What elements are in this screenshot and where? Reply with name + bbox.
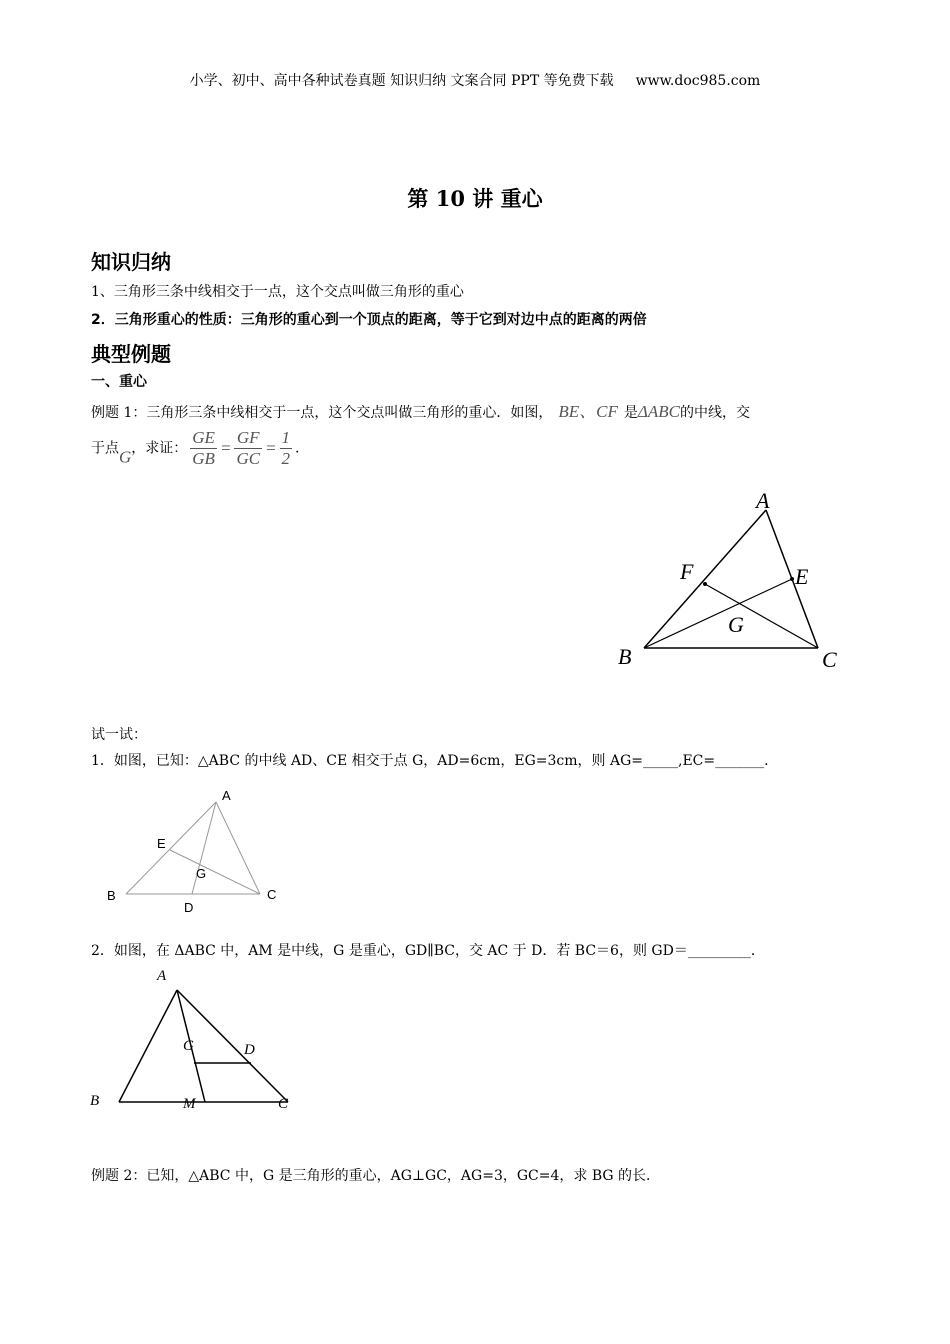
fig3-label-c: C <box>278 1096 289 1112</box>
header-site[interactable]: www.doc985.com <box>635 73 761 89</box>
fig1-point-e <box>790 577 794 581</box>
frac2-den: GC <box>236 449 261 468</box>
ex1-fraction-ge-gb <box>190 428 217 469</box>
fig3-label-m: M <box>183 1096 196 1112</box>
fig3-side-ab <box>119 990 177 1102</box>
fig2-label-c: C <box>267 887 277 902</box>
fig2-label-g: G <box>196 866 207 881</box>
fig1-label-c: C <box>822 647 837 672</box>
frac3-num: 1 <box>281 428 291 447</box>
ex1-equals-1: = <box>219 438 232 458</box>
ex1-end: . <box>295 440 300 457</box>
figure-3-triangle <box>86 962 306 1122</box>
ex1-fraction-gf-gc <box>234 428 262 469</box>
ex1-text-e: ，求证： <box>131 440 188 457</box>
ex1-text-c: 的中线，交 <box>679 405 750 421</box>
ex1-equals-2: = <box>265 438 277 458</box>
fig1-label-b: B <box>618 644 632 669</box>
fig1-median-be <box>644 579 792 648</box>
page-title: 第 10 讲 重心 <box>407 186 543 211</box>
fig2-median-ce <box>170 850 260 894</box>
knowledge-item-1: 1、三角形三条中线相交于一点，这个交点叫做三角形的重心 <box>91 284 464 300</box>
fig3-label-d: D <box>244 1042 255 1058</box>
knowledge-item-2: 2．三角形重心的性质：三角形的重心到一个顶点的距离，等于它到对边中点的距离的两倍 <box>91 312 647 328</box>
ex1-point-g: G <box>119 447 132 467</box>
examples-heading: 典型例题 <box>91 342 171 366</box>
ex1-math-medians: BE、CF <box>558 402 618 421</box>
frac3-den: 2 <box>281 449 291 468</box>
fig2-label-d: D <box>184 900 194 915</box>
frac2-num: GF <box>234 428 262 449</box>
ex1-text-b: 是 <box>623 405 638 421</box>
example-2: 例题 2：已知，△ABC 中，G 是三角形的重心，AG⊥GC，AG=3，GC=4，求 BG 的长． <box>91 1168 661 1184</box>
fig3-label-a: A <box>157 968 167 984</box>
figure-2-triangle <box>96 782 296 922</box>
header-text: 小学、初中、高中各种试卷真题 知识归纳 文案合同 PPT 等免费下载 <box>189 73 614 89</box>
fig1-label-f: F <box>680 559 694 584</box>
fig3-label-g: G <box>183 1038 194 1054</box>
try-label: 试一试： <box>91 727 147 743</box>
example-1-line-2 <box>91 428 300 469</box>
fig1-side-ab <box>644 510 766 648</box>
ex1-math-triangle: ΔABC <box>637 402 680 421</box>
example-1-line-1 <box>91 397 750 422</box>
page-header <box>0 70 950 90</box>
ex1-text-a: 例题 1：三角形三条中线相交于一点，这个交点叫做三角形的重心．如图， <box>91 405 553 421</box>
examples-subheading: 一、重心 <box>91 374 147 390</box>
fig1-label-e: E <box>795 564 809 589</box>
fig2-label-a: A <box>222 788 231 803</box>
fig2-label-e: E <box>157 836 166 851</box>
ex1-fraction-half <box>280 428 293 469</box>
ex1-text-d: 于点 <box>91 440 119 457</box>
fig1-label-g: G <box>728 612 744 637</box>
fig1-point-f <box>703 582 707 586</box>
figure-1-triangle <box>600 480 870 680</box>
fig2-side-ac <box>216 802 260 894</box>
try-question-1: 1．如图，已知：△ABC 的中线 AD、CE 相交于点 G，AD=6cm，EG=3cm，则 AG=_____,EC=_______. <box>91 753 769 769</box>
knowledge-heading: 知识归纳 <box>91 250 171 274</box>
try-question-2: 2．如图，在 ΔABC 中，AM 是中线，G 是重心，GD∥BC，交 AC 于 D．若 BC＝6，则 GD＝_________． <box>91 943 765 959</box>
fig1-label-a: A <box>756 488 770 513</box>
fig2-label-b: B <box>107 888 116 903</box>
frac1-den: GB <box>192 449 215 468</box>
fig3-label-b: B <box>90 1093 100 1109</box>
frac1-num: GE <box>192 428 215 447</box>
